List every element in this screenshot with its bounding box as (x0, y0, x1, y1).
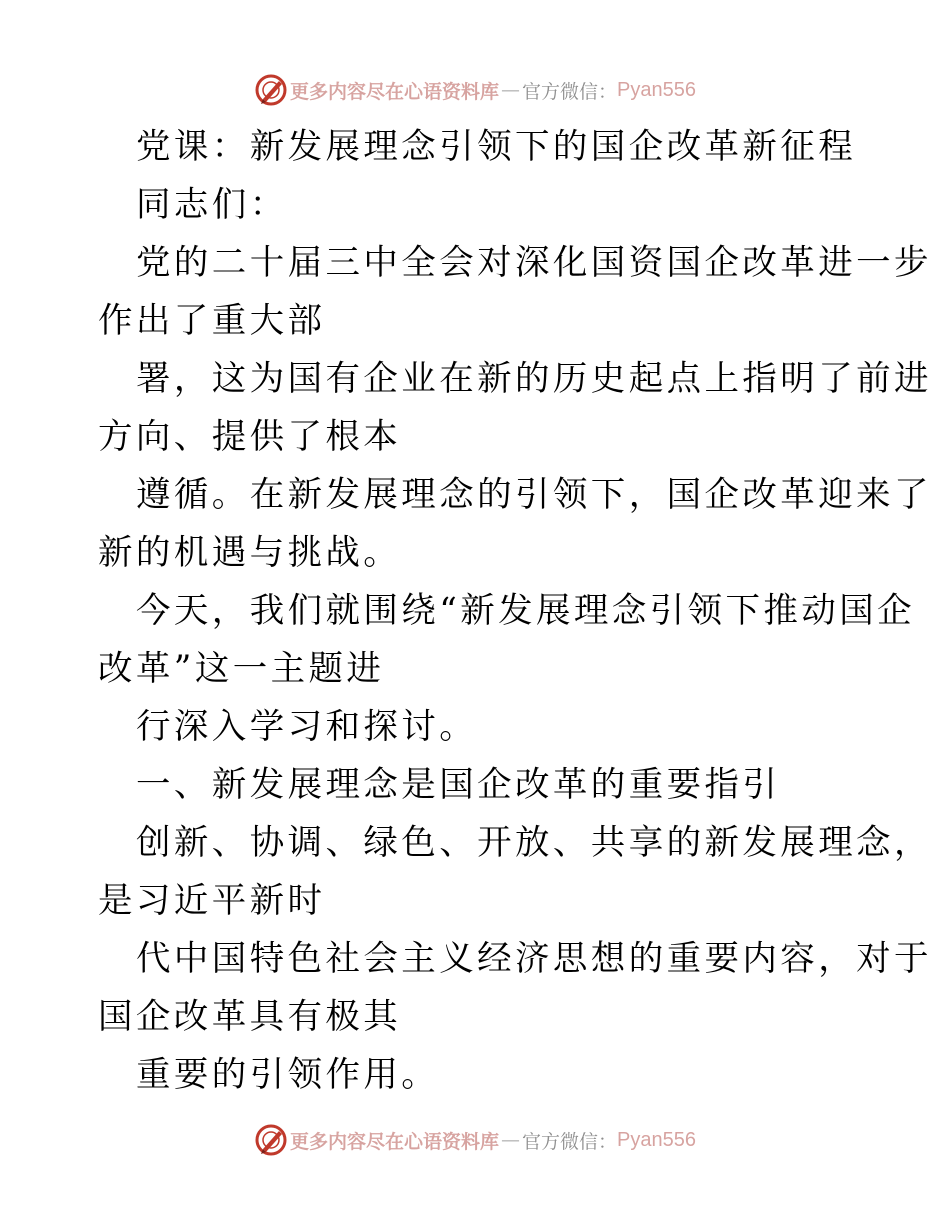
document-line: 一、新发展理念是国企改革的重要指引 (136, 765, 781, 805)
document-line: 是习近平新时 (98, 881, 326, 921)
watermark-wechat-id: Pyan556 (617, 78, 696, 101)
watermark-separator: — (501, 79, 521, 101)
document-line: 署，这为国有企业在新的历史起点上指明了前进 (136, 359, 932, 399)
watermark-promo-text: 更多内容尽在心语资料库 (290, 1130, 500, 1153)
watermark-promo-text: 更多内容尽在心语资料库 (290, 80, 500, 103)
watermark-wechat-id: Pyan556 (617, 1128, 696, 1151)
document-line: 创新、协调、绿色、开放、共享的新发展理念， (136, 823, 932, 863)
watermark-banner-top (0, 70, 950, 110)
document-line: 遵循。在新发展理念的引领下，国企改革迎来了 (136, 475, 932, 515)
watermark-separator: — (501, 1129, 521, 1151)
document-line: 国企改革具有极其 (98, 997, 402, 1037)
watermark-official-label: 官方微信： (522, 1130, 618, 1153)
pen-logo-icon (254, 73, 288, 107)
document-line: 重要的引领作用。 (136, 1055, 440, 1095)
document-body (98, 118, 932, 1104)
pen-logo-icon (254, 1123, 288, 1157)
document-line: 党课：新发展理念引领下的国企改革新征程 (136, 127, 857, 167)
document-line: 同志们： (136, 185, 288, 225)
watermark-official-label: 官方微信： (522, 80, 618, 103)
document-line: 方向、提供了根本 (98, 417, 402, 457)
document-line: 新的机遇与挑战。 (98, 533, 402, 573)
document-line: 改革”这一主题进 (98, 649, 385, 689)
document-line: 今天，我们就围绕“新发展理念引领下推动国企 (136, 591, 916, 631)
watermark-banner-bottom (0, 1120, 950, 1160)
document-line: 代中国特色社会主义经济思想的重要内容，对于 (136, 939, 932, 979)
document-line: 作出了重大部 (98, 301, 326, 341)
document-line: 党的二十届三中全会对深化国资国企改革进一步 (136, 243, 932, 283)
document-line: 行深入学习和探讨。 (136, 707, 478, 747)
